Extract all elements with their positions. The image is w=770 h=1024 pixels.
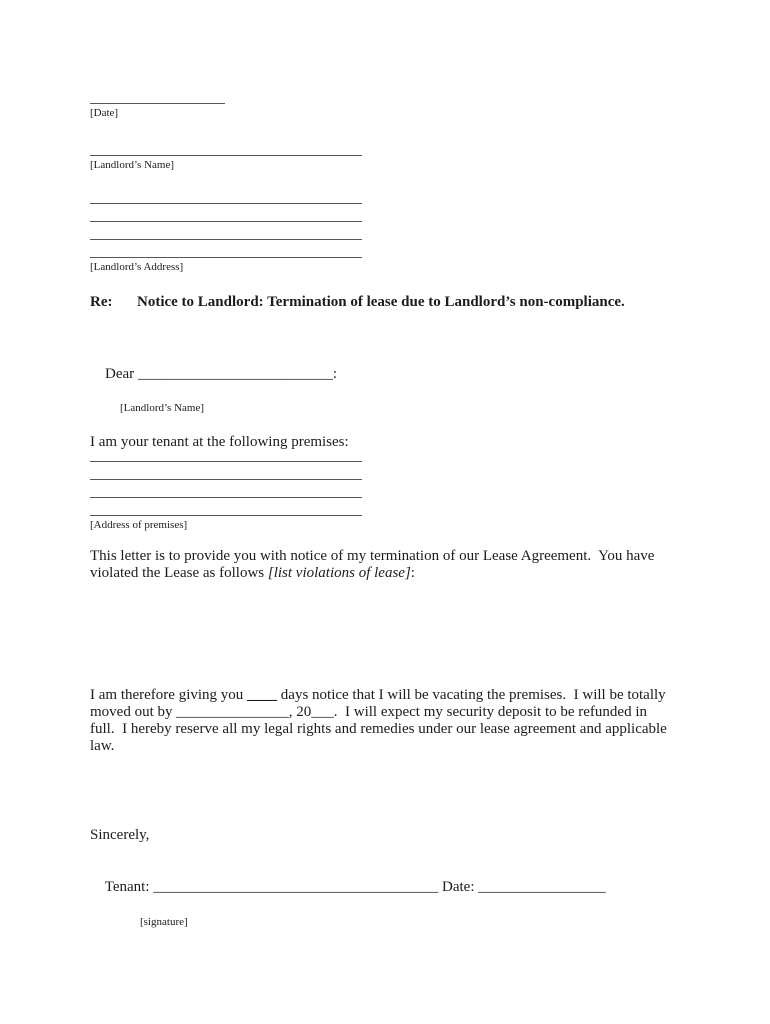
- subject-line: [90, 293, 690, 311]
- para2-line4: law.: [90, 738, 115, 754]
- landlord-name-label: [Landlord’s Name]: [90, 159, 174, 171]
- para2-line1: [90, 687, 690, 704]
- paragraph-vacating-notice: [90, 687, 690, 755]
- subject-prefix: Re:: [90, 294, 113, 310]
- signature-label: [signature]: [140, 916, 188, 928]
- para2-line1-post: days notice that I will be vacating the premises. I will be totally: [277, 687, 666, 703]
- violations-placeholder: [list violations of lease]: [267, 565, 411, 581]
- paragraph-termination-notice: [90, 548, 690, 582]
- premises-address-blank-line-2[interactable]: [90, 462, 362, 480]
- date-field-blank[interactable]: _________________: [478, 879, 606, 895]
- premises-address-blank-line-4[interactable]: [90, 498, 362, 516]
- landlord-address-label: [Landlord’s Address]: [90, 261, 184, 273]
- salutation-prefix: Dear: [105, 366, 138, 382]
- subject-text: Notice to Landlord: Termination of lease due to Landlord’s non-compliance.: [137, 294, 625, 310]
- para1-line1: This letter is to provide you with notice of my termination of our Lease Agreement. You have: [90, 548, 655, 564]
- tenant-label: Tenant:: [104, 879, 154, 895]
- para2-line3: full. I hereby reserve all my legal rights and remedies under our lease agreement and applicable: [90, 721, 667, 737]
- para1-line2-post: :: [410, 565, 415, 581]
- premises-address-label: [Address of premises]: [90, 519, 188, 531]
- premises-intro: I am your tenant at the following premises:: [90, 434, 349, 450]
- signature-line: [90, 860, 690, 914]
- premises-address-blank-lines: [90, 444, 690, 516]
- salutation-name-blank[interactable]: __________________________: [137, 366, 333, 382]
- salutation-name-label: [Landlord’s Name]: [120, 402, 204, 414]
- closing-sincerely: Sincerely,: [90, 827, 150, 843]
- landlord-address-blank-line-2[interactable]: [90, 204, 362, 222]
- para2-line2: moved out by _______________, 20___. I will expect my security deposit to be refunded in: [90, 704, 647, 720]
- landlord-address-blank-lines: [90, 186, 690, 258]
- salutation-colon: :: [332, 366, 338, 382]
- tenant-signature-blank[interactable]: ______________________________________: [153, 879, 439, 895]
- landlord-address-blank-line-1[interactable]: [90, 186, 362, 204]
- landlord-name-blank-line[interactable]: [90, 148, 362, 156]
- date-blank-line[interactable]: [90, 96, 225, 104]
- date-label: [Date]: [90, 107, 119, 119]
- premises-address-blank-line-3[interactable]: [90, 480, 362, 498]
- days-notice-blank[interactable]: ____: [247, 687, 278, 703]
- para1-line2: [90, 565, 690, 582]
- salutation-line: [90, 347, 690, 401]
- para1-line2-pre: violated the Lease as follows: [90, 565, 268, 581]
- landlord-address-blank-line-4[interactable]: [90, 240, 362, 258]
- para2-line1-pre: I am therefore giving you: [90, 687, 248, 703]
- landlord-address-blank-line-3[interactable]: [90, 222, 362, 240]
- date-field-label: Date:: [438, 879, 479, 895]
